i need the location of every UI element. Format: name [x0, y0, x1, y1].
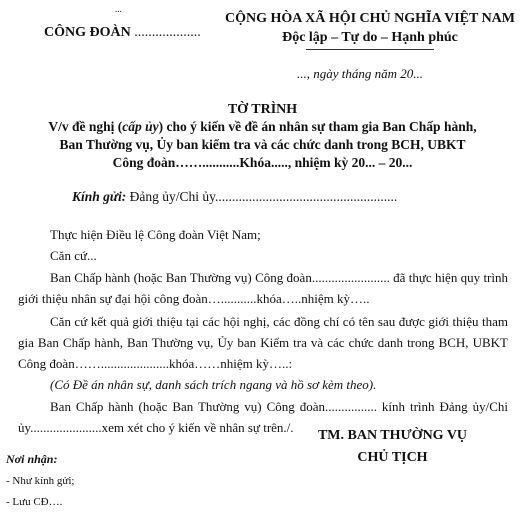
- recipients-label: Nơi nhận:: [6, 452, 58, 466]
- body-paragraph-1: Thực hiện Điều lệ Công đoàn Việt Nam;: [50, 227, 261, 242]
- header-org-line: [44, 25, 201, 41]
- recipients-item-2: - Lưu CĐ….: [6, 496, 63, 508]
- subject-prefix: V/v đề nghị (: [48, 119, 123, 134]
- date-line: ..., ngày tháng năm 20...: [297, 66, 424, 81]
- recipient-label: Kính gửi:: [72, 189, 127, 204]
- doc-subject-line-1: [0, 119, 525, 135]
- recipient-line: [72, 189, 397, 205]
- header-motto: Độc lập – Tự do – Hạnh phúc: [282, 30, 458, 45]
- doc-title: TỜ TRÌNH: [227, 102, 298, 117]
- signature-on-behalf: TM. BAN THƯỜNG VỤ: [317, 428, 468, 443]
- header-left-dots: ...: [115, 4, 122, 14]
- body-paragraph-3: Ban Chấp hành (hoặc Ban Thường vụ) Công đoàn........................ đã thực hiện quy trình giới thiệu nhân sự đại hội công đoàn…...........khóa…..nhiệm kỳ…..: [18, 270, 508, 306]
- body-paragraph-6: Ban Chấp hành (hoặc Ban Thường vụ) Công đoàn................ kính trình Đảng ủy/Chi ủy......................xem xét cho ý kiến về nhân sự trên./.: [18, 399, 508, 435]
- body-paragraph-4: Căn cứ kết quả giới thiệu tại các hội nghị, các đồng chí có tên sau được giới thiệu tham gia Ban Chấp hành, Ban Thường vụ, Ủy ban Kiểm tra và các chức danh trong BCH, UBKT Công đoàn…….....................khóa……nhiệm kỳ…..:: [18, 314, 508, 371]
- body-paragraph-5: (Có Đề án nhân sự, danh sách trích ngang và hồ sơ kèm theo).: [50, 377, 377, 392]
- motto-underline: [306, 49, 434, 50]
- subject-suffix: ) cho ý kiến về đề án nhân sự tham gia Ban Chấp hành,: [158, 119, 477, 134]
- doc-subject-line-3: Công đoàn……...........Khóa....., nhiệm kỳ 20... – 20...: [112, 155, 413, 170]
- body-paragraph-2: Căn cứ...: [50, 248, 97, 263]
- header-republic: CỘNG HÒA XÃ HỘI CHỦ NGHĨA VIỆT NAM: [224, 11, 515, 26]
- header-org-dots: ...................: [134, 25, 201, 40]
- recipient-value: Đảng ủy/Chi ủy......................................................: [129, 189, 398, 204]
- signature-role: CHỦ TỊCH: [357, 450, 428, 465]
- header-org: CÔNG ĐOÀN: [44, 25, 131, 40]
- subject-italic: cấp ủy: [122, 119, 159, 134]
- doc-subject-line-2: Ban Thường vụ, Ủy ban kiểm tra và các chức danh trong BCH, UBKT: [59, 137, 466, 152]
- recipients-item-1: - Như kính gửi;: [6, 475, 75, 487]
